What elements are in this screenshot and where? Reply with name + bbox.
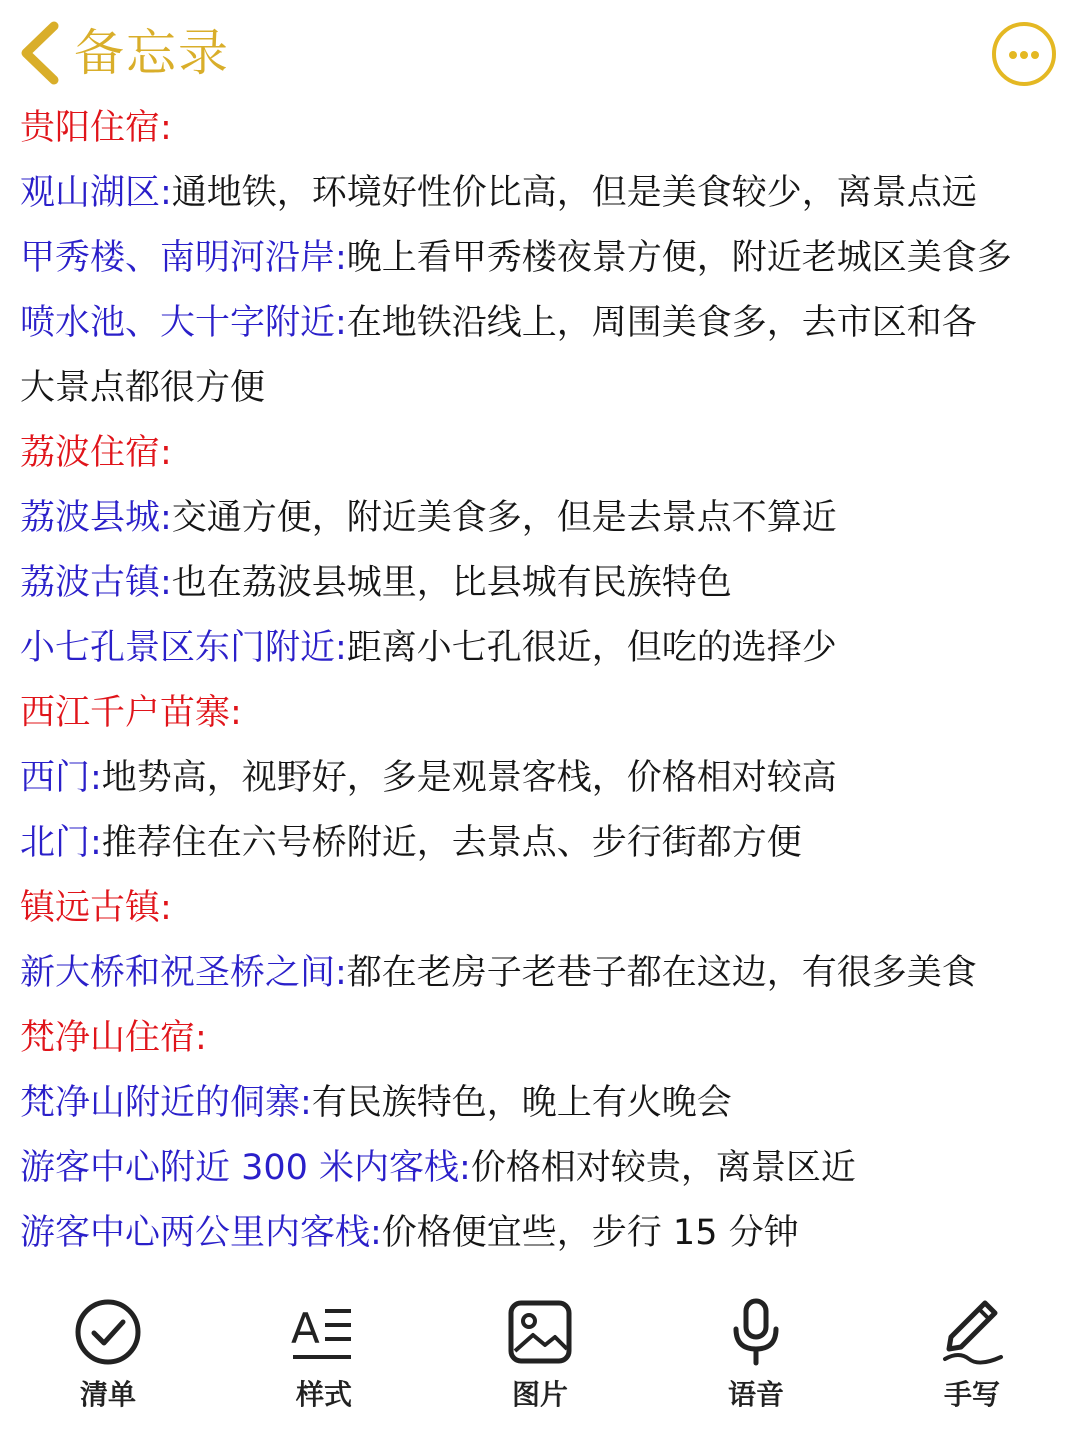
section-heading: 梵净山住宿: [20,1018,207,1058]
handwriting-label: 手写 [943,1378,1000,1411]
location-desc-continued: 大景点都很方便 [20,368,266,408]
text-style-button[interactable] [244,1285,404,1425]
note-line [20,746,1065,811]
location-label: 北门: [20,823,102,863]
location-label: 荔波县城: [20,498,172,538]
image-label: 图片 [511,1378,568,1411]
bottom-toolbar [0,1285,1080,1440]
location-desc: 推荐住在六号桥附近，去景点、步行街都方便 [101,823,802,863]
location-desc: 通地铁，环境好性价比高，但是美食较少，离景点远 [171,173,977,213]
location-label: 甲秀楼、南明河沿岸: [20,238,347,278]
location-desc: 有民族特色，晚上有火晚会 [311,1083,732,1123]
header-bar [0,0,1080,100]
note-line [20,1201,1065,1266]
checklist-button[interactable] [28,1285,188,1425]
more-dot [1009,51,1017,59]
image-button[interactable] [460,1285,620,1425]
text-style-label: 样式 [295,1378,352,1411]
section-heading: 荔波住宿: [20,433,172,473]
location-desc: 也在荔波县城里，比县城有民族特色 [171,563,732,603]
note-line [20,226,1065,291]
location-label: 西门: [20,758,102,798]
section-heading: 西江千户苗寨: [20,693,242,733]
location-desc: 都在老房子老巷子都在这边，有很多美食 [346,953,977,993]
note-body[interactable] [20,96,1065,1266]
location-desc: 价格便宜些，步行 15 分钟 [381,1213,799,1253]
note-line [20,1071,1065,1136]
checklist-label: 清单 [79,1378,136,1411]
text-style-icon [289,1297,359,1367]
note-line [20,811,1065,876]
voice-label: 语音 [727,1378,784,1411]
location-label: 小七孔景区东门附近: [20,628,347,668]
note-line [20,941,1065,1006]
page-title: 备忘录 [74,24,230,82]
location-desc: 距离小七孔很近，但吃的选择少 [346,628,837,668]
location-label: 游客中心附近 300 米内客栈: [20,1148,471,1188]
more-dot [1031,51,1039,59]
more-dot [1020,51,1028,59]
location-label: 新大桥和祝圣桥之间: [20,953,347,993]
handwriting-button[interactable] [892,1285,1052,1425]
note-line [20,161,1065,226]
pen-icon [937,1297,1007,1367]
location-label: 荔波古镇: [20,563,172,603]
section-heading: 镇远古镇: [20,888,172,928]
note-line [20,486,1065,551]
section-heading: 贵阳住宿: [20,108,172,148]
voice-button[interactable] [676,1285,836,1425]
image-icon [505,1297,575,1367]
checklist-icon [73,1297,143,1367]
location-desc: 在地铁沿线上，周围美食多，去市区和各 [346,303,977,343]
location-desc: 交通方便，附近美食多，但是去景点不算近 [171,498,837,538]
chevron-left-icon [14,20,66,86]
location-label: 观山湖区: [20,173,172,213]
microphone-icon [721,1297,791,1367]
note-line [20,1136,1065,1201]
svg-text:A: A [291,1304,320,1353]
note-line [20,291,1065,356]
location-label: 游客中心两公里内客栈: [20,1213,382,1253]
location-label: 梵净山附近的侗寨: [20,1083,312,1123]
location-desc: 地势高，视野好，多是观景客栈，价格相对较高 [101,758,837,798]
location-label: 喷水池、大十字附近: [20,303,347,343]
note-line [20,551,1065,616]
location-desc: 晚上看甲秀楼夜景方便，附近老城区美食多 [346,238,1012,278]
more-options-button[interactable] [992,22,1056,86]
back-button[interactable] [14,20,66,86]
location-desc: 价格相对较贵，离景区近 [470,1148,856,1188]
note-line [20,616,1065,681]
